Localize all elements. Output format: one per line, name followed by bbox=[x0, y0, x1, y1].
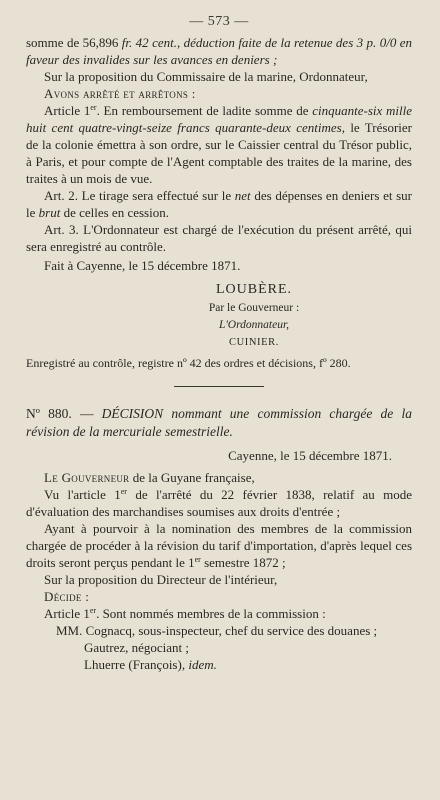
decision-ayant: Ayant à pourvoir à la nomination des membres de la commission chargée de procéder à la révision du tarif d'importation, d'après lequel ces droits seront perçus pendant le 1er semestre 1872 ; bbox=[26, 521, 412, 570]
arrete-fait-a: Fait à Cayenne, le 15 décembre 1871. bbox=[44, 258, 241, 273]
decision-decide: Décide : bbox=[44, 589, 90, 604]
member-cognacq: MM. Cognacq, sous-inspecteur, chef du service des douanes ; bbox=[56, 623, 378, 638]
registration-note: Enregistré au contrôle, registre nº 42 des ordres et décisions, fº 280. bbox=[26, 356, 351, 370]
section-divider bbox=[174, 386, 264, 387]
decision-article-1: Article 1er. Sont nommés membres de la commission : bbox=[44, 606, 326, 621]
arrete-avons-arrete: Avons arrêté et arrêtons : bbox=[44, 86, 196, 101]
signature-block bbox=[96, 280, 412, 351]
par-le-gouverneur: Par le Gouverneur : bbox=[208, 302, 300, 314]
decision-sur-proposition: Sur la proposition du Directeur de l'intérieur, bbox=[44, 572, 278, 587]
arrete-article-1: Article 1er. En remboursement de ladite somme de cinquante-six mille huit cent quatre-vingt-seize francs quarante-deux centimes, le Trésorier de la colonie émettra à son ordre, sur le Caissier central du Trésor public, à Paris, et pour compte de l'Agent comptable des traites de la marine, des traites à un mois de vue. bbox=[26, 103, 413, 186]
decision-heading: Nº 880. — DÉCISION nommant une commission chargée de la révision de la mercuriale semestrielle. bbox=[26, 406, 412, 439]
arrete-proposition: Sur la proposition du Commissaire de la marine, Ordonnateur, bbox=[44, 69, 368, 84]
member-gautrez: Gautrez, négociant ; bbox=[84, 640, 190, 655]
decision-gouverneur: Le Gouverneur de la Guyane française, bbox=[44, 470, 255, 485]
decision-dateline: Cayenne, le 15 décembre 1871. bbox=[228, 448, 392, 463]
arrete-continuation: somme de 56,896 fr. 42 cent., déduction faite de la retenue des 3 p. 0/0 en faveur des invalides sur les avances en deniers ; bbox=[26, 35, 413, 67]
signatory-name: LOUBÈRE. bbox=[215, 282, 293, 297]
page-number: — 573 — bbox=[189, 14, 249, 29]
arrete-article-2: Art. 2. Le tirage sera effectué sur le net des dépenses en deniers et sur le brut de celles en cession. bbox=[26, 188, 413, 220]
ordonnateur-title: L'Ordonnateur, bbox=[218, 319, 290, 331]
decision-vu: Vu l'article 1er de l'arrêté du 22 février 1838, relatif au mode d'évaluation des marchandises soumises aux droits d'entrée ; bbox=[26, 487, 412, 519]
arrete-article-3: Art. 3. L'Ordonnateur est chargé de l'exécution du présent arrêté, qui sera enregistré au contrôle. bbox=[26, 222, 412, 254]
countersignatory-name: CUINIER. bbox=[228, 337, 279, 348]
member-lhuerre: Lhuerre (François), idem. bbox=[84, 657, 217, 672]
